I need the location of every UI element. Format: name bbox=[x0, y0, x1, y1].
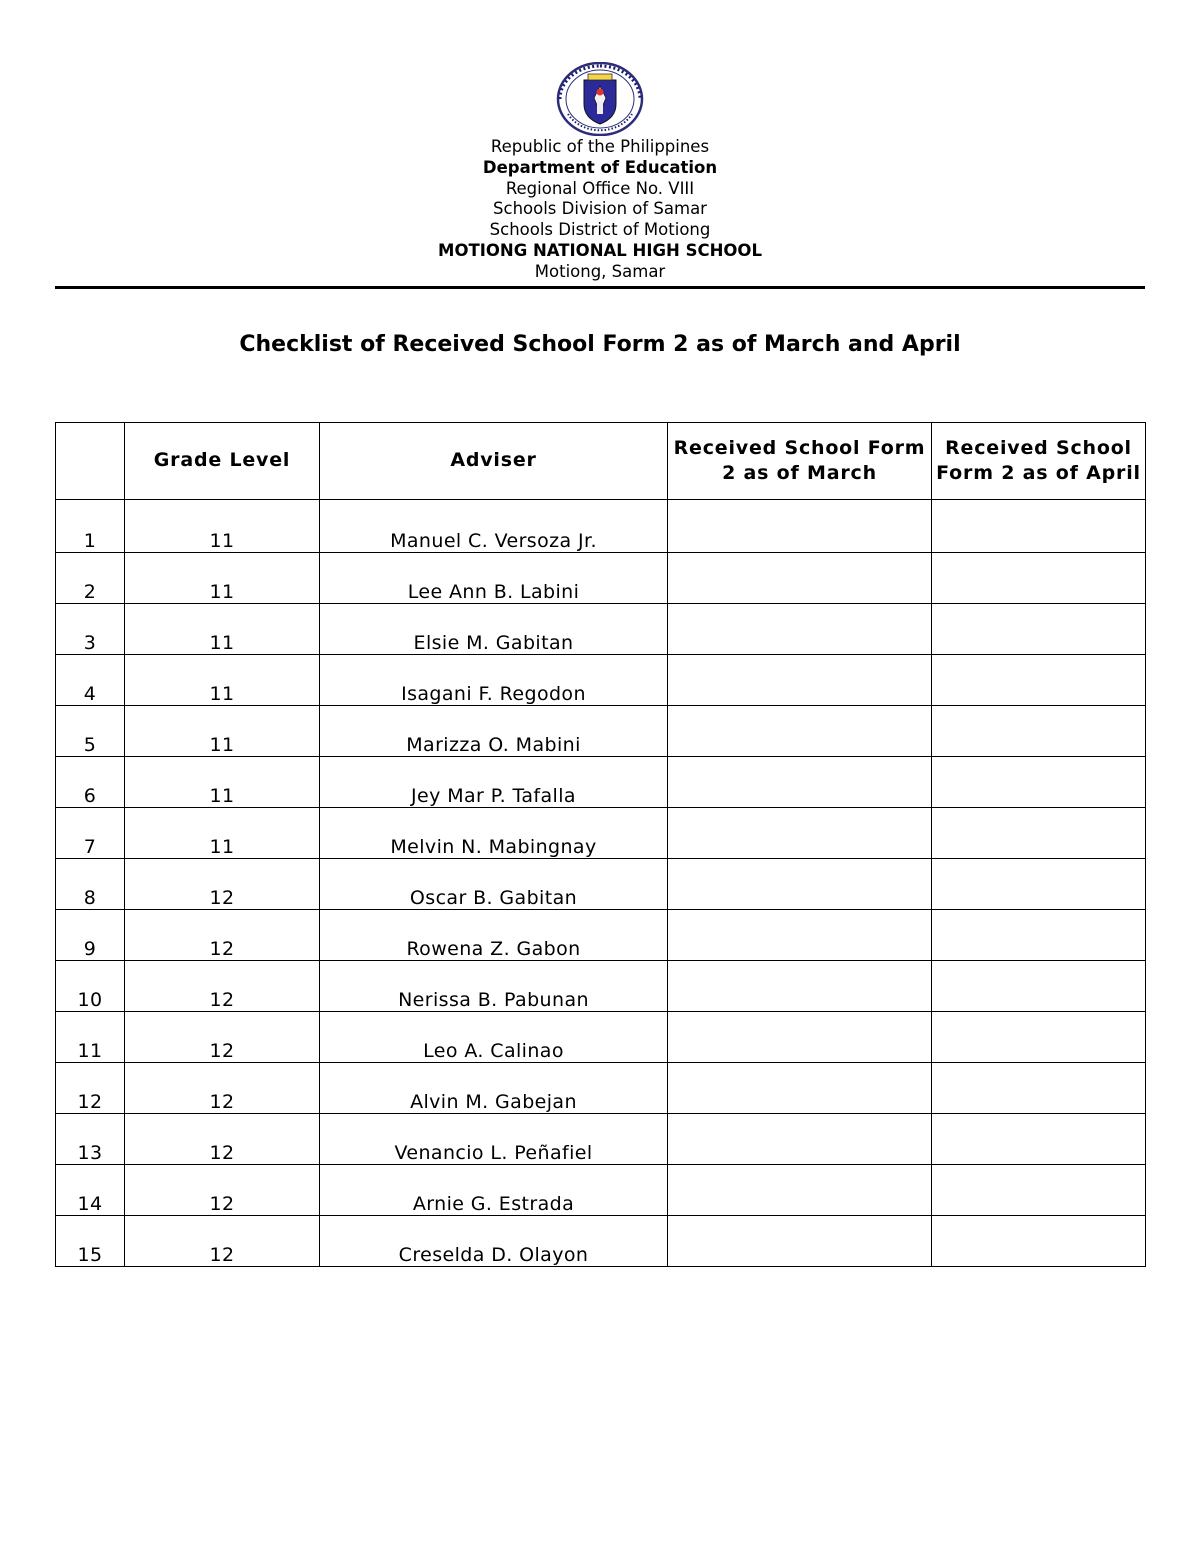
april-check-cell bbox=[932, 808, 1146, 859]
april-check-cell bbox=[932, 910, 1146, 961]
adviser-name: Creselda D. Olayon bbox=[320, 1216, 668, 1267]
table-row bbox=[56, 655, 1146, 706]
april-check-cell bbox=[932, 1012, 1146, 1063]
grade-level: 12 bbox=[125, 1165, 320, 1216]
grade-level: 11 bbox=[125, 757, 320, 808]
adviser-name: Oscar B. Gabitan bbox=[320, 859, 668, 910]
district-line: Schools District of Motiong bbox=[489, 220, 711, 240]
adviser-name: Rowena Z. Gabon bbox=[320, 910, 668, 961]
march-check-cell bbox=[668, 1114, 932, 1165]
table-row bbox=[56, 1063, 1146, 1114]
row-number: 1 bbox=[56, 500, 125, 553]
row-number: 11 bbox=[56, 1012, 125, 1063]
row-number: 3 bbox=[56, 604, 125, 655]
col-header-grade-level: Grade Level bbox=[125, 423, 320, 500]
country-line: Republic of the Philippines bbox=[490, 137, 710, 156]
table-row bbox=[56, 808, 1146, 859]
grade-level: 11 bbox=[125, 655, 320, 706]
april-check-cell bbox=[932, 1114, 1146, 1165]
row-number: 4 bbox=[56, 655, 125, 706]
row-number: 6 bbox=[56, 757, 125, 808]
table-row bbox=[56, 1114, 1146, 1165]
division-line: Schools Division of Samar bbox=[493, 199, 707, 219]
col-header-adviser: Adviser bbox=[320, 423, 668, 500]
table-body bbox=[56, 500, 1146, 1267]
adviser-name: Manuel C. Versoza Jr. bbox=[320, 500, 668, 553]
adviser-name: Alvin M. Gabejan bbox=[320, 1063, 668, 1114]
april-check-cell bbox=[932, 655, 1146, 706]
region-line: Regional Office No. VIII bbox=[505, 178, 695, 198]
april-check-cell bbox=[932, 553, 1146, 604]
april-check-cell bbox=[932, 859, 1146, 910]
march-check-cell bbox=[668, 500, 932, 553]
grade-level: 12 bbox=[125, 1063, 320, 1114]
table-row bbox=[56, 500, 1146, 553]
march-check-cell bbox=[668, 706, 932, 757]
march-check-cell bbox=[668, 655, 932, 706]
row-number: 9 bbox=[56, 910, 125, 961]
table-row bbox=[56, 859, 1146, 910]
school-name: MOTIONG NATIONAL HIGH SCHOOL bbox=[438, 240, 762, 260]
school-address: Motiong, Samar bbox=[534, 261, 666, 281]
grade-level: 12 bbox=[125, 859, 320, 910]
grade-level: 12 bbox=[125, 961, 320, 1012]
march-check-cell bbox=[668, 553, 932, 604]
row-number: 7 bbox=[56, 808, 125, 859]
table-row bbox=[56, 910, 1146, 961]
header-divider bbox=[55, 286, 1145, 289]
grade-level: 11 bbox=[125, 808, 320, 859]
adviser-name: Jey Mar P. Tafalla bbox=[320, 757, 668, 808]
april-check-cell bbox=[932, 757, 1146, 808]
grade-level: 11 bbox=[125, 604, 320, 655]
checklist-table bbox=[55, 422, 1146, 1267]
table-row bbox=[56, 553, 1146, 604]
row-number: 2 bbox=[56, 553, 125, 604]
adviser-name: Lee Ann B. Labini bbox=[320, 553, 668, 604]
march-check-cell bbox=[668, 1012, 932, 1063]
table-row bbox=[56, 1012, 1146, 1063]
row-number: 12 bbox=[56, 1063, 125, 1114]
march-check-cell bbox=[668, 604, 932, 655]
adviser-name: Marizza O. Mabini bbox=[320, 706, 668, 757]
adviser-name: Elsie M. Gabitan bbox=[320, 604, 668, 655]
april-check-cell bbox=[932, 1165, 1146, 1216]
adviser-name: Venancio L. Peñafiel bbox=[320, 1114, 668, 1165]
march-check-cell bbox=[668, 757, 932, 808]
document-title: Checklist of Received School Form 2 as of March and April bbox=[239, 332, 961, 357]
row-number: 14 bbox=[56, 1165, 125, 1216]
grade-level: 12 bbox=[125, 1216, 320, 1267]
grade-level: 11 bbox=[125, 500, 320, 553]
table-row bbox=[56, 961, 1146, 1012]
col-header-april: Received School Form 2 as of April bbox=[932, 423, 1146, 500]
row-number: 10 bbox=[56, 961, 125, 1012]
table-row bbox=[56, 1165, 1146, 1216]
col-header-march: Received School Form 2 as of March bbox=[668, 423, 932, 500]
grade-level: 11 bbox=[125, 553, 320, 604]
adviser-name: Isagani F. Regodon bbox=[320, 655, 668, 706]
row-number: 15 bbox=[56, 1216, 125, 1267]
adviser-name: Arnie G. Estrada bbox=[320, 1165, 668, 1216]
grade-level: 11 bbox=[125, 706, 320, 757]
department-line: Department of Education bbox=[482, 157, 718, 177]
table-row bbox=[56, 757, 1146, 808]
row-number: 13 bbox=[56, 1114, 125, 1165]
march-check-cell bbox=[668, 961, 932, 1012]
adviser-name: Nerissa B. Pabunan bbox=[320, 961, 668, 1012]
adviser-name: Melvin N. Mabingnay bbox=[320, 808, 668, 859]
table-row bbox=[56, 706, 1146, 757]
march-check-cell bbox=[668, 859, 932, 910]
table-header-row bbox=[56, 423, 1146, 500]
table-row bbox=[56, 1216, 1146, 1267]
march-check-cell bbox=[668, 1216, 932, 1267]
april-check-cell bbox=[932, 500, 1146, 553]
row-number: 8 bbox=[56, 859, 125, 910]
march-check-cell bbox=[668, 910, 932, 961]
deped-seal-icon bbox=[556, 62, 644, 136]
april-check-cell bbox=[932, 706, 1146, 757]
grade-level: 12 bbox=[125, 1114, 320, 1165]
march-check-cell bbox=[668, 1165, 932, 1216]
grade-level: 12 bbox=[125, 1012, 320, 1063]
april-check-cell bbox=[932, 961, 1146, 1012]
april-check-cell bbox=[932, 1063, 1146, 1114]
april-check-cell bbox=[932, 1216, 1146, 1267]
letterhead bbox=[0, 137, 1200, 283]
col-header-number bbox=[56, 423, 125, 500]
table-row bbox=[56, 604, 1146, 655]
row-number: 5 bbox=[56, 706, 125, 757]
march-check-cell bbox=[668, 1063, 932, 1114]
adviser-name: Leo A. Calinao bbox=[320, 1012, 668, 1063]
march-check-cell bbox=[668, 808, 932, 859]
april-check-cell bbox=[932, 604, 1146, 655]
grade-level: 12 bbox=[125, 910, 320, 961]
